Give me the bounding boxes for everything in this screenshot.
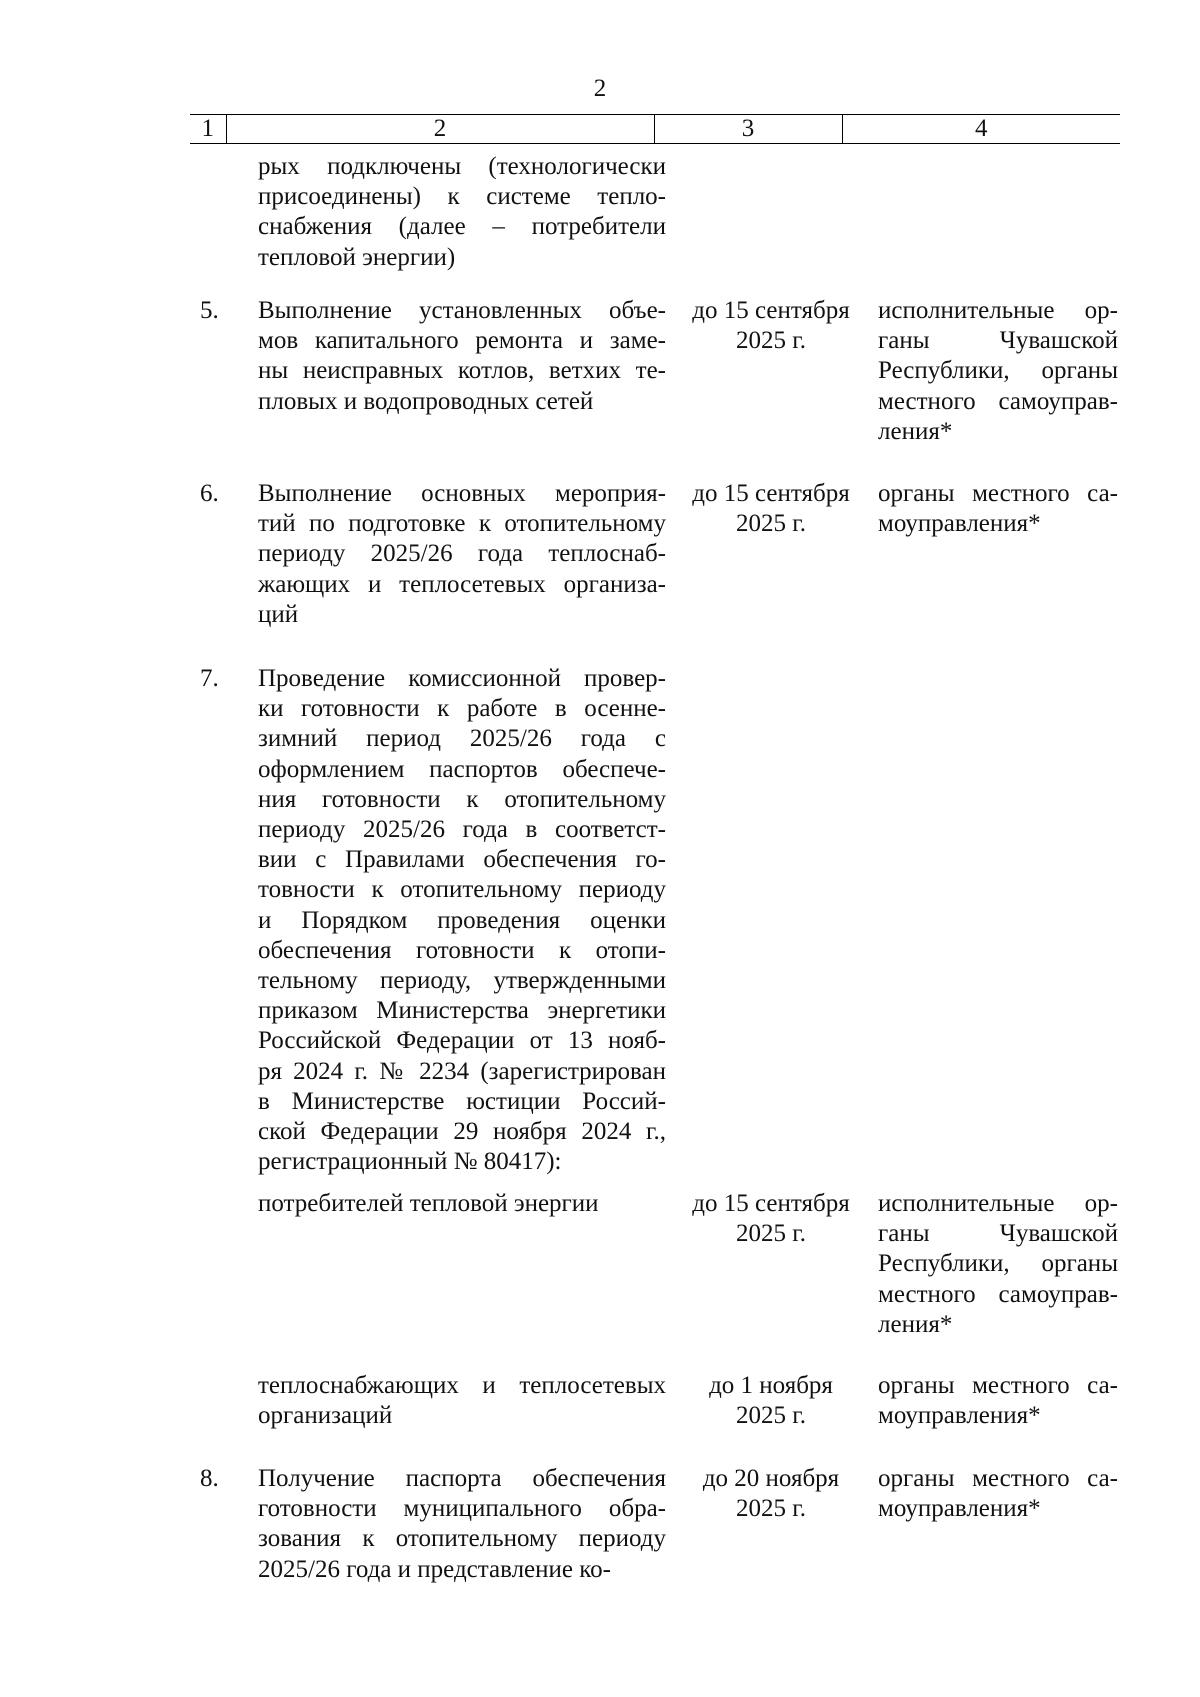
- row-responsible-line: моуправления*: [878, 510, 1041, 538]
- row-deadline-line: до 1 ноября: [709, 1372, 833, 1399]
- header-col-4: 4: [842, 115, 1120, 144]
- row-description-line: обеспечения готовности к отопи-: [258, 936, 666, 964]
- row-deadline: [678, 1371, 864, 1431]
- row-description-line: организаций: [258, 1402, 393, 1430]
- row-deadline-line: 2025 г.: [736, 1402, 806, 1430]
- page-number: 2: [593, 75, 607, 102]
- row-description: [258, 479, 666, 630]
- row-deadline: [678, 1464, 864, 1524]
- row-description-line: вии с Правилами обеспечения го-: [258, 846, 666, 874]
- row-description-line: ций: [258, 600, 299, 628]
- row-description-line: ны неисправных котлов, ветхих те-: [258, 357, 666, 385]
- row-responsible: [878, 1371, 1118, 1431]
- row-description-line: зимний период 2025/26 года с: [258, 725, 666, 753]
- header-col-3: 3: [654, 115, 842, 144]
- table-row: [190, 1464, 1120, 1583]
- row-description: [258, 152, 666, 273]
- header-col-2: 2: [226, 115, 654, 144]
- row-deadline-line: 2025 г.: [736, 327, 806, 355]
- row-responsible-line: ганы Чувашской: [878, 327, 1118, 355]
- row-responsible-line: органы местного са-: [878, 1465, 1118, 1492]
- row-responsible-line: Республики, органы: [878, 357, 1118, 385]
- row-responsible-line: моуправления*: [878, 1402, 1041, 1430]
- row-description-line: теплоснабжающих и теплосетевых: [258, 1372, 666, 1399]
- row-description-line: периоду 2025/26 года в соответст-: [258, 816, 666, 844]
- row-deadline-line: до 15 сентября: [692, 480, 850, 507]
- row-number: 8.: [200, 1465, 219, 1492]
- row-deadline-line: 2025 г.: [736, 510, 806, 538]
- row-responsible-line: местного самоуправ-: [878, 1280, 1118, 1308]
- row-number: 6.: [200, 480, 219, 507]
- row-description-line: тельному периоду, утвержденными: [258, 967, 666, 995]
- row-description-line: ря 2024 г. № 2234 (зарегистрирован: [258, 1057, 666, 1085]
- row-responsible: [878, 296, 1118, 447]
- row-description-line: Проведение комиссионной провер-: [258, 665, 666, 692]
- table-row: [190, 479, 1120, 628]
- row-description-line: ния готовности к отопительному: [258, 785, 666, 813]
- row-deadline: [678, 479, 864, 539]
- row-description-line: пловых и водопроводных сетей: [258, 387, 594, 415]
- row-responsible: [878, 1189, 1118, 1340]
- row-description: [258, 664, 666, 1177]
- row-description-line: Выполнение установленных объе-: [258, 297, 666, 324]
- row-deadline-line: 2025 г.: [736, 1220, 806, 1248]
- row-description-line: и Порядком проведения оценки: [258, 906, 666, 934]
- row-deadline-line: 2025 г.: [736, 1495, 806, 1523]
- row-description-line: оформлением паспортов обеспече-: [258, 755, 666, 783]
- row-responsible-line: моуправления*: [878, 1495, 1041, 1523]
- row-responsible-line: органы местного са-: [878, 1372, 1118, 1399]
- table-row: [190, 296, 1120, 445]
- row-deadline-line: до 15 сентября: [692, 297, 850, 324]
- row-deadline-line: до 15 сентября: [692, 1190, 850, 1217]
- row-description-line: зования к отопительному периоду: [258, 1525, 666, 1553]
- row-responsible: [878, 479, 1118, 539]
- row-description: [258, 1189, 666, 1219]
- row-description-line: Российской Федерации от 13 нояб-: [258, 1027, 666, 1055]
- row-description: [258, 1464, 666, 1585]
- table-row: [190, 1189, 1120, 1338]
- row-deadline: [678, 1189, 864, 1249]
- table-header: [190, 114, 1120, 144]
- row-responsible-line: исполнительные ор-: [878, 1190, 1118, 1217]
- table-row: [190, 152, 1120, 271]
- row-description-line: тий по подготовке к отопительному: [258, 510, 666, 538]
- row-number: 5.: [200, 297, 219, 324]
- row-description-line: приказом Министерства энергетики: [258, 997, 666, 1025]
- row-description-line: ской Федерации 29 ноября 2024 г.,: [258, 1118, 666, 1146]
- table-row: [190, 664, 1120, 1176]
- row-description-line: жающих и теплосетевых организа-: [258, 570, 666, 598]
- row-responsible-line: местного самоуправ-: [878, 387, 1118, 415]
- row-description-line: регистрационный № 80417):: [258, 1148, 562, 1176]
- row-responsible-line: ления*: [878, 1310, 953, 1338]
- row-description-line: 2025/26 года и представление ко-: [258, 1555, 611, 1583]
- row-description-line: потребителей тепловой энергии: [258, 1190, 599, 1217]
- row-description: [258, 1371, 666, 1431]
- row-deadline: [678, 296, 864, 356]
- row-description-line: готовности муниципального обра-: [258, 1495, 666, 1523]
- row-description-line: Выполнение основных мероприя-: [258, 480, 666, 507]
- row-responsible-line: исполнительные ор-: [878, 297, 1118, 324]
- row-description-line: тепловой энергии): [258, 243, 456, 271]
- row-responsible-line: ганы Чувашской: [878, 1220, 1118, 1248]
- row-responsible: [878, 1464, 1118, 1524]
- row-responsible-line: органы местного са-: [878, 480, 1118, 507]
- row-description-line: периоду 2025/26 года теплоснаб-: [258, 540, 666, 568]
- row-number: 7.: [200, 665, 219, 692]
- table-row: [190, 1371, 1120, 1430]
- row-deadline-line: до 20 ноября: [702, 1465, 840, 1492]
- row-description-line: ки готовности к работе в осенне-: [258, 695, 666, 723]
- row-description-line: товности к отопительному периоду: [258, 876, 666, 904]
- row-description-line: снабжения (далее – потребители: [258, 213, 666, 241]
- row-responsible-line: Республики, органы: [878, 1250, 1118, 1278]
- row-description-line: рых подключены (технологически: [258, 153, 666, 180]
- row-description-line: Получение паспорта обеспечения: [258, 1465, 666, 1492]
- header-col-1: 1: [190, 115, 226, 144]
- row-description: [258, 296, 666, 417]
- row-responsible-line: ления*: [878, 417, 953, 445]
- row-description-line: присоединены) к системе тепло-: [258, 183, 666, 211]
- row-description-line: в Министерстве юстиции Россий-: [258, 1087, 666, 1115]
- row-description-line: мов капитального ремонта и заме-: [258, 327, 666, 355]
